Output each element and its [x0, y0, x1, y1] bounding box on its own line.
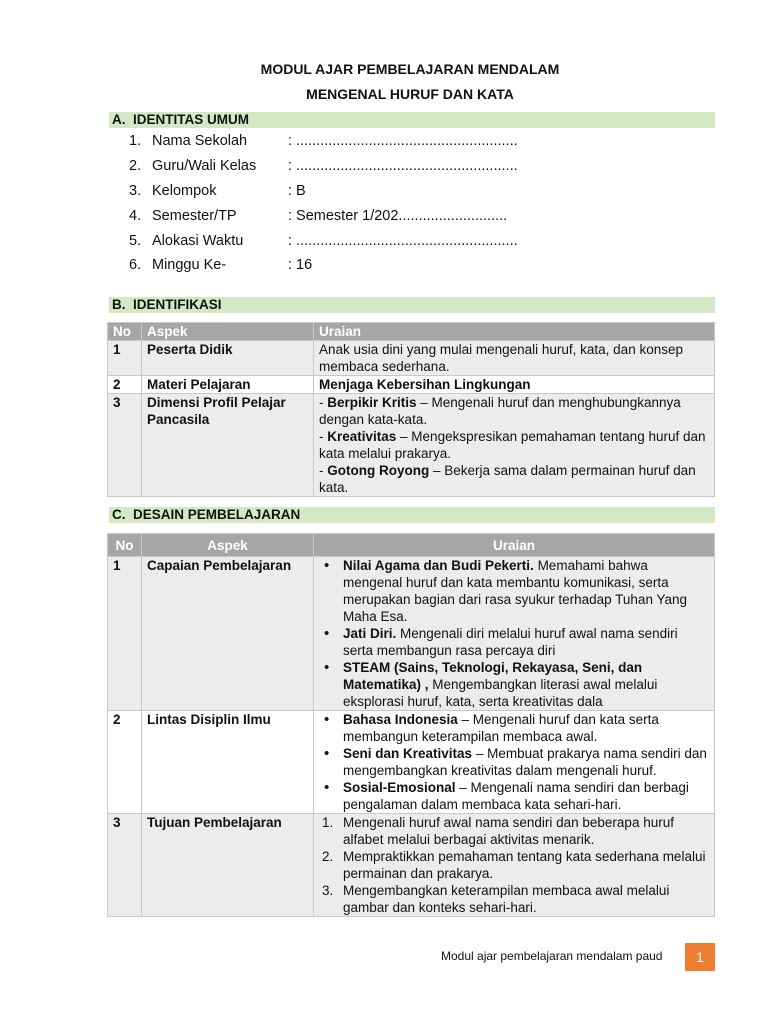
item-number: 1. — [322, 815, 334, 830]
profile-dimension-item: - Gotong Royong – Bekerja sama dalam permainan huruf dan kata. — [319, 463, 696, 495]
identity-value: : B — [288, 182, 306, 199]
row-uraian — [314, 814, 715, 917]
row-aspek: Materi Pelajaran — [142, 376, 314, 394]
identity-value: : ....................................................... — [288, 133, 518, 149]
identity-label: Alokasi Waktu — [152, 232, 244, 249]
identity-number: 2. — [129, 157, 142, 174]
section-c-letter: C. — [112, 507, 126, 522]
section-a-heading — [109, 112, 715, 128]
row-uraian: Anak usia dini yang mulai mengenali huruf, kata, dan konsep membaca sederhana. — [314, 341, 715, 376]
document-title: MODUL AJAR PEMBELAJARAN MENDALAM — [260, 61, 560, 77]
profile-dimension-item: - Berpikir Kritis – Mengenali huruf dan menghubungkannya dengan kata-kata. — [319, 395, 681, 427]
item-text: Mengenali huruf awal nama sendiri dan beberapa huruf alfabet melalui berbagai aktivitas menarik. — [343, 815, 674, 847]
item-text: Mengembangkan keterampilan membaca awal melalui gambar dan konteks sehari-hari. — [343, 883, 670, 915]
item-number: 3. — [322, 883, 334, 898]
identity-value: : ....................................................... — [288, 157, 518, 174]
table-header-row — [108, 534, 715, 557]
row-number: 3 — [108, 394, 142, 497]
item-text: – Mengenali huruf dan kata serta membangun keterampilan membaca awal. — [343, 712, 659, 744]
table-row — [108, 711, 715, 814]
item-text: – Mengenali nama sendiri dan berbagi pengalaman dalam membaca kata sehari-hari. — [343, 780, 689, 812]
list-item — [322, 882, 709, 916]
learning-design-table — [107, 533, 715, 917]
list-item — [343, 557, 709, 625]
identity-number: 1. — [129, 133, 142, 149]
item-bold-label: Nilai Agama dan Budi Pekerti. — [343, 558, 534, 573]
header-no: No — [108, 323, 142, 341]
item-number: 2. — [322, 849, 334, 864]
identity-label: Kelompok — [152, 182, 217, 199]
item-bold-label: STEAM (Sains, Teknologi, Rekayasa, Seni, dan Matematika) , — [343, 660, 643, 692]
section-c-title: DESAIN PEMBELAJARAN — [133, 507, 301, 522]
identity-row — [129, 208, 518, 233]
row-aspek: Tujuan Pembelajaran — [142, 814, 314, 917]
identity-value: : ....................................................... — [288, 232, 518, 249]
document-subtitle: MENGENAL HURUF DAN KATA — [306, 86, 514, 102]
row-uraian — [314, 394, 715, 497]
identity-row — [129, 183, 518, 208]
identity-value: : 16 — [288, 257, 313, 274]
row-uraian — [314, 557, 715, 711]
identity-list — [129, 133, 518, 282]
item-text: – Mengenali huruf dan menghubungkannya dengan kata-kata. — [319, 395, 681, 427]
row-number: 1 — [108, 557, 142, 711]
item-text: Mengenali diri melalui huruf awal nama sendiri serta membangun rasa percaya diri — [343, 626, 678, 658]
table-row — [108, 557, 715, 711]
header-uraian: Uraian — [314, 323, 715, 341]
list-item — [343, 625, 709, 659]
footer-text: Modul ajar pembelajaran mendalam paud — [441, 949, 663, 963]
page-number-badge: 1 — [685, 943, 715, 971]
section-c-heading — [109, 507, 715, 523]
identity-label: Nama Sekolah — [152, 133, 248, 149]
row-uraian: Menjaga Kebersihan Lingkungan — [314, 376, 715, 394]
numbered-list — [319, 814, 709, 916]
identity-row — [129, 133, 518, 158]
item-text: – Membuat prakarya nama sendiri dan mengembangkan kreativitas dalam mengenali huruf. — [343, 746, 707, 778]
row-number: 3 — [108, 814, 142, 917]
list-item — [343, 779, 709, 813]
row-aspek: Capaian Pembelajaran — [142, 557, 314, 711]
table-row — [108, 394, 715, 497]
row-number: 1 — [108, 341, 142, 376]
table-row — [108, 814, 715, 917]
section-b-title: IDENTIFIKASI — [133, 297, 222, 312]
header-uraian: Uraian — [314, 534, 715, 557]
table-header-row — [108, 323, 715, 341]
item-bold-label: Jati Diri. — [343, 626, 397, 641]
bullet-list — [319, 711, 709, 813]
identity-row — [129, 233, 518, 258]
list-item — [343, 711, 709, 745]
identity-label: Guru/Wali Kelas — [152, 157, 257, 174]
row-number: 2 — [108, 376, 142, 394]
row-aspek: Lintas Disiplin Ilmu — [142, 711, 314, 814]
item-bold-label: Kreativitas — [327, 429, 397, 444]
list-item — [322, 848, 709, 882]
section-a-letter: A. — [112, 112, 126, 127]
item-text: – Bekerja sama dalam permainan huruf dan kata. — [319, 463, 696, 495]
list-item — [322, 814, 709, 848]
header-aspek: Aspek — [142, 323, 314, 341]
item-bold-label: Seni dan Kreativitas — [343, 746, 473, 761]
item-text: Memahami bahwa mengenal huruf dan kata membantu komunikasi, serta merupakan bagian dari rasa syukur terhadap Tuhan Yang Maha Esa. — [343, 558, 687, 624]
identity-value: : Semester 1/202........................... — [288, 207, 508, 224]
identity-label: Minggu Ke- — [152, 257, 227, 274]
list-item — [343, 659, 709, 710]
identity-number: 4. — [129, 207, 142, 224]
profile-dimension-item: - Kreativitas – Mengekspresikan pemahaman tentang huruf dan kata melalui prakarya. — [319, 429, 706, 461]
row-aspek: Peserta Didik — [142, 341, 314, 376]
identity-number: 6. — [129, 257, 142, 274]
header-no: No — [108, 534, 142, 557]
identity-row — [129, 257, 518, 282]
list-item — [343, 745, 709, 779]
item-text: Mempraktikkan pemahaman tentang kata sederhana melalui permainan dan prakarya. — [343, 849, 706, 881]
row-uraian — [314, 711, 715, 814]
item-bold-label: Sosial-Emosional — [343, 780, 456, 795]
identity-row — [129, 158, 518, 183]
identity-number: 5. — [129, 232, 142, 249]
table-row — [108, 341, 715, 376]
table-row — [108, 376, 715, 394]
identity-number: 3. — [129, 182, 142, 199]
item-text: – Mengekspresikan pemahaman tentang huruf dan kata melalui prakarya. — [319, 429, 706, 461]
row-aspek: Dimensi Profil Pelajar Pancasila — [142, 394, 314, 497]
bullet-list — [319, 557, 709, 710]
identification-table — [107, 322, 715, 497]
section-b-heading — [109, 297, 715, 313]
item-bold-label: Berpikir Kritis — [327, 395, 417, 410]
item-text: Mengembangkan literasi awal melalui eksplorasi huruf, kata, serta kreativitas dala — [343, 677, 658, 709]
header-aspek: Aspek — [142, 534, 314, 557]
section-b-letter: B. — [112, 297, 126, 312]
identity-label: Semester/TP — [152, 207, 237, 224]
row-number: 2 — [108, 711, 142, 814]
item-bold-label: Bahasa Indonesia — [343, 712, 458, 727]
item-bold-label: Gotong Royong — [327, 463, 430, 478]
section-a-title: IDENTITAS UMUM — [133, 112, 249, 127]
